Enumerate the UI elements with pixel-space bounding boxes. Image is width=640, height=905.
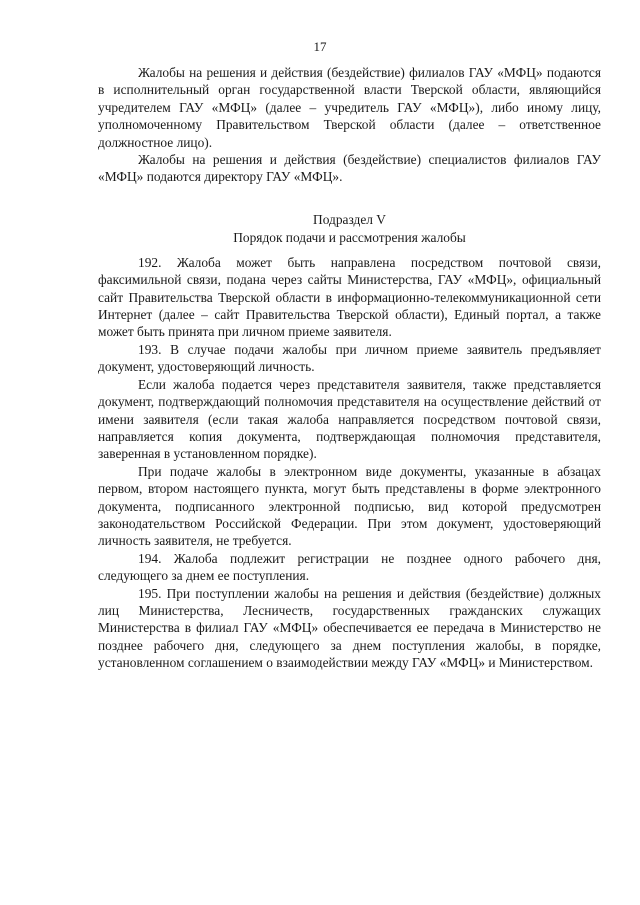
paragraph-193-electronic: При подаче жалобы в электронном виде документы, указанные в абзацах первом, втором настоящего пункта, могут быть представлены в форме электронного документа, подписанного электронной подписью, вид которой предусмотрен законодательством Российской Федерации. При этом документ, удостоверяющий личность заявителя, не требуется. (98, 463, 601, 549)
document-body (98, 64, 601, 672)
section-spacer-small (98, 247, 601, 254)
paragraph-195: 195. При поступлении жалобы на решения и действия (бездействие) должных лиц Министерства, Лесничеств, государственных гражданских служащих Министерства в филиал ГАУ «МФЦ» обеспечивается ее передача в Министерство не позднее рабочего дня, следующего за днем поступления жалобы, в порядке, установленном соглашением о взаимодействии между ГАУ «МФЦ» и Министерством. (98, 585, 601, 671)
paragraph-193: 193. В случае подачи жалобы при личном приеме заявитель предъявляет документ, удостоверяющий личность. (98, 341, 601, 375)
paragraph-filial-complaints: Жалобы на решения и действия (бездействие) филиалов ГАУ «МФЦ» подаются в исполнительный орган государственной власти Тверской области, являющийся учредителем ГАУ «МФЦ» (далее – учредитель ГАУ «МФЦ»), либо иному лицу, уполномоченному Правительством Тверской области (далее – ответственное должностное лицо). (98, 65, 601, 150)
section-title: Подраздел V (313, 211, 386, 227)
section-spacer (98, 186, 601, 211)
paragraph-194: 194. Жалоба подлежит регистрации не позднее одного рабочего дня, следующего за днем ее поступления. (98, 550, 601, 584)
page-number: 17 (313, 39, 327, 54)
section-subtitle: Порядок подачи и рассмотрения жалобы (233, 229, 466, 245)
paragraph-192: 192. Жалоба может быть направлена посредством почтовой связи, факсимильной связи, подана через сайты Министерства, ГАУ «МФЦ», официальный сайт Правительства Тверской области в информационно-телекоммуникационной сети Интернет (далее – сайт Правительства Тверской области), Единый портал, а также может быть принята при личном приеме заявителя. (98, 254, 601, 340)
paragraph-specialist-complaints: Жалобы на решения и действия (бездействие) специалистов филиалов ГАУ «МФЦ» подаются директору ГАУ «МФЦ». (98, 152, 601, 185)
paragraph-193-representative: Если жалоба подается через представителя заявителя, также представляется документ, подтверждающий полномочия представителя на осуществление действий от имени заявителя (если такая жалоба направляется посредством почтовой связи, направляется копия документа, подтверждающая полномочия представителя, заверенная в установленном порядке). (98, 376, 601, 462)
